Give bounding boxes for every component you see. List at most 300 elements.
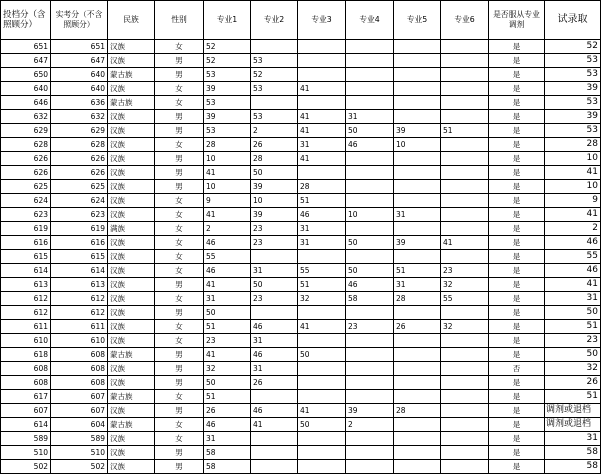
cell-shikao: 626 <box>51 166 108 180</box>
cell-zy1: 28 <box>204 138 251 152</box>
cell-minzu: 蒙古族 <box>108 96 155 110</box>
table-row <box>1 96 601 110</box>
cell-minzu: 汉族 <box>108 278 155 292</box>
cell-xingbie: 女 <box>155 82 204 96</box>
cell-zy1: 55 <box>204 250 251 264</box>
cell-tiaoji: 是 <box>489 96 545 110</box>
cell-tiaoji: 是 <box>489 348 545 362</box>
cell-zy3: 51 <box>298 278 346 292</box>
cell-zy6 <box>441 334 489 348</box>
cell-result: 调剂或退档 <box>545 404 601 418</box>
cell-shikao: 640 <box>51 82 108 96</box>
cell-toudang: 623 <box>1 208 51 222</box>
cell-xingbie: 女 <box>155 138 204 152</box>
cell-tiaoji: 是 <box>489 432 545 446</box>
cell-zy2: 39 <box>251 180 298 194</box>
cell-zy5 <box>394 152 441 166</box>
cell-zy2 <box>251 250 298 264</box>
cell-toudang: 612 <box>1 306 51 320</box>
table-row <box>1 208 601 222</box>
cell-xingbie: 女 <box>155 236 204 250</box>
cell-zy6 <box>441 138 489 152</box>
cell-zy6 <box>441 460 489 474</box>
cell-zy5 <box>394 96 441 110</box>
cell-zy1: 10 <box>204 152 251 166</box>
header-tiaoji: 是否服从专业调剂 <box>489 1 545 40</box>
cell-tiaoji: 是 <box>489 110 545 124</box>
cell-xingbie: 女 <box>155 208 204 222</box>
cell-zy3: 41 <box>298 152 346 166</box>
cell-zy2: 23 <box>251 236 298 250</box>
cell-tiaoji: 是 <box>489 68 545 82</box>
cell-xingbie: 女 <box>155 334 204 348</box>
cell-zy1: 50 <box>204 306 251 320</box>
cell-zy6: 32 <box>441 320 489 334</box>
cell-zy1: 9 <box>204 194 251 208</box>
cell-zy4 <box>346 180 394 194</box>
table-row <box>1 194 601 208</box>
cell-minzu: 汉族 <box>108 152 155 166</box>
cell-zy3: 31 <box>298 138 346 152</box>
cell-shikao: 612 <box>51 306 108 320</box>
cell-tiaoji: 是 <box>489 404 545 418</box>
cell-tiaoji: 是 <box>489 54 545 68</box>
cell-zy6 <box>441 390 489 404</box>
cell-xingbie: 女 <box>155 292 204 306</box>
cell-tiaoji: 是 <box>489 390 545 404</box>
cell-zy3 <box>298 390 346 404</box>
cell-zy2: 10 <box>251 194 298 208</box>
cell-toudang: 613 <box>1 278 51 292</box>
cell-tiaoji: 是 <box>489 124 545 138</box>
table-row <box>1 138 601 152</box>
cell-zy6 <box>441 404 489 418</box>
cell-minzu: 汉族 <box>108 166 155 180</box>
cell-zy6 <box>441 166 489 180</box>
cell-tiaoji: 是 <box>489 166 545 180</box>
cell-zy6 <box>441 54 489 68</box>
cell-minzu: 汉族 <box>108 138 155 152</box>
cell-shikao: 624 <box>51 194 108 208</box>
cell-zy3 <box>298 460 346 474</box>
cell-zy1: 46 <box>204 236 251 250</box>
cell-toudang: 628 <box>1 138 51 152</box>
cell-zy1: 41 <box>204 348 251 362</box>
cell-zy1: 51 <box>204 390 251 404</box>
cell-zy3: 41 <box>298 82 346 96</box>
cell-zy4 <box>346 376 394 390</box>
cell-zy2: 46 <box>251 348 298 362</box>
cell-shikao: 628 <box>51 138 108 152</box>
cell-zy5 <box>394 390 441 404</box>
cell-zy4 <box>346 40 394 54</box>
cell-toudang: 650 <box>1 68 51 82</box>
cell-zy5 <box>394 82 441 96</box>
cell-result: 50 <box>545 306 601 320</box>
cell-tiaoji: 是 <box>489 264 545 278</box>
cell-zy3: 50 <box>298 348 346 362</box>
cell-zy1: 41 <box>204 278 251 292</box>
cell-xingbie: 女 <box>155 320 204 334</box>
cell-tiaoji: 是 <box>489 194 545 208</box>
cell-zy6 <box>441 68 489 82</box>
cell-zy3: 31 <box>298 236 346 250</box>
cell-result: 50 <box>545 348 601 362</box>
cell-minzu: 汉族 <box>108 110 155 124</box>
cell-zy5: 31 <box>394 208 441 222</box>
cell-tiaoji: 否 <box>489 362 545 376</box>
cell-tiaoji: 是 <box>489 250 545 264</box>
cell-zy3: 41 <box>298 320 346 334</box>
cell-zy3 <box>298 376 346 390</box>
cell-zy3 <box>298 96 346 110</box>
cell-result: 53 <box>545 68 601 82</box>
table-row <box>1 166 601 180</box>
cell-result: 51 <box>545 390 601 404</box>
cell-zy5 <box>394 250 441 264</box>
cell-zy6: 41 <box>441 236 489 250</box>
cell-xingbie: 男 <box>155 306 204 320</box>
cell-zy6: 23 <box>441 264 489 278</box>
cell-tiaoji: 是 <box>489 152 545 166</box>
cell-zy1: 52 <box>204 54 251 68</box>
cell-zy3: 55 <box>298 264 346 278</box>
cell-zy4 <box>346 166 394 180</box>
cell-toudang: 589 <box>1 432 51 446</box>
header-row <box>1 1 601 40</box>
cell-xingbie: 男 <box>155 110 204 124</box>
cell-result: 52 <box>545 40 601 54</box>
cell-zy5 <box>394 418 441 432</box>
cell-zy1: 53 <box>204 68 251 82</box>
cell-zy4: 31 <box>346 110 394 124</box>
table-row <box>1 390 601 404</box>
table-row <box>1 278 601 292</box>
cell-zy1: 26 <box>204 404 251 418</box>
cell-zy2: 52 <box>251 68 298 82</box>
cell-result: 39 <box>545 110 601 124</box>
cell-zy2 <box>251 446 298 460</box>
cell-tiaoji: 是 <box>489 306 545 320</box>
cell-zy6 <box>441 82 489 96</box>
cell-shikao: 607 <box>51 390 108 404</box>
table-row <box>1 82 601 96</box>
cell-zy4 <box>346 222 394 236</box>
cell-zy1: 53 <box>204 96 251 110</box>
cell-shikao: 607 <box>51 404 108 418</box>
cell-tiaoji: 是 <box>489 208 545 222</box>
cell-toudang: 617 <box>1 390 51 404</box>
table-row <box>1 418 601 432</box>
cell-shikao: 510 <box>51 446 108 460</box>
cell-shikao: 616 <box>51 236 108 250</box>
cell-minzu: 蒙古族 <box>108 68 155 82</box>
header-zy3: 专业3 <box>298 1 346 40</box>
cell-result: 10 <box>545 152 601 166</box>
table-row <box>1 320 601 334</box>
cell-shikao: 608 <box>51 348 108 362</box>
cell-toudang: 502 <box>1 460 51 474</box>
header-zy1: 专业1 <box>204 1 251 40</box>
cell-result: 28 <box>545 138 601 152</box>
cell-toudang: 646 <box>1 96 51 110</box>
cell-zy4 <box>346 390 394 404</box>
cell-zy4: 10 <box>346 208 394 222</box>
cell-shikao: 612 <box>51 292 108 306</box>
cell-result: 58 <box>545 446 601 460</box>
cell-result: 53 <box>545 54 601 68</box>
cell-zy2 <box>251 40 298 54</box>
cell-zy4 <box>346 334 394 348</box>
cell-tiaoji: 是 <box>489 320 545 334</box>
cell-shikao: 647 <box>51 54 108 68</box>
table-row <box>1 152 601 166</box>
cell-minzu: 汉族 <box>108 460 155 474</box>
cell-zy5 <box>394 432 441 446</box>
cell-zy1: 31 <box>204 432 251 446</box>
cell-zy2: 50 <box>251 166 298 180</box>
cell-xingbie: 男 <box>155 404 204 418</box>
cell-minzu: 汉族 <box>108 208 155 222</box>
cell-zy4: 2 <box>346 418 394 432</box>
table-row <box>1 348 601 362</box>
cell-result: 41 <box>545 166 601 180</box>
cell-toudang: 608 <box>1 376 51 390</box>
cell-minzu: 蒙古族 <box>108 418 155 432</box>
cell-minzu: 汉族 <box>108 40 155 54</box>
cell-zy4: 23 <box>346 320 394 334</box>
cell-shikao: 614 <box>51 264 108 278</box>
cell-zy6: 55 <box>441 292 489 306</box>
cell-zy2: 26 <box>251 138 298 152</box>
table-row <box>1 250 601 264</box>
cell-minzu: 汉族 <box>108 432 155 446</box>
cell-zy5 <box>394 362 441 376</box>
cell-zy4: 39 <box>346 404 394 418</box>
cell-toudang: 619 <box>1 222 51 236</box>
cell-result: 32 <box>545 362 601 376</box>
cell-zy1: 52 <box>204 40 251 54</box>
cell-xingbie: 男 <box>155 376 204 390</box>
cell-zy5: 51 <box>394 264 441 278</box>
cell-xingbie: 男 <box>155 278 204 292</box>
cell-zy3 <box>298 334 346 348</box>
cell-toudang: 615 <box>1 250 51 264</box>
header-zy2: 专业2 <box>251 1 298 40</box>
cell-tiaoji: 是 <box>489 278 545 292</box>
cell-toudang: 626 <box>1 166 51 180</box>
cell-zy2: 41 <box>251 418 298 432</box>
cell-zy4: 46 <box>346 138 394 152</box>
cell-zy2: 39 <box>251 208 298 222</box>
cell-zy1: 31 <box>204 292 251 306</box>
cell-minzu: 汉族 <box>108 194 155 208</box>
cell-minzu: 汉族 <box>108 446 155 460</box>
cell-zy2: 26 <box>251 376 298 390</box>
cell-tiaoji: 是 <box>489 40 545 54</box>
cell-zy5: 26 <box>394 320 441 334</box>
cell-xingbie: 女 <box>155 418 204 432</box>
cell-minzu: 汉族 <box>108 124 155 138</box>
cell-zy4 <box>346 348 394 362</box>
cell-minzu: 蒙古族 <box>108 390 155 404</box>
cell-zy3: 31 <box>298 222 346 236</box>
cell-zy1: 46 <box>204 418 251 432</box>
cell-zy4: 50 <box>346 236 394 250</box>
cell-minzu: 汉族 <box>108 404 155 418</box>
cell-zy6 <box>441 208 489 222</box>
cell-zy6 <box>441 110 489 124</box>
cell-zy2: 50 <box>251 278 298 292</box>
cell-xingbie: 女 <box>155 40 204 54</box>
cell-zy5 <box>394 166 441 180</box>
cell-xingbie: 女 <box>155 194 204 208</box>
cell-xingbie: 男 <box>155 152 204 166</box>
cell-zy1: 32 <box>204 362 251 376</box>
cell-shikao: 626 <box>51 152 108 166</box>
cell-xingbie: 女 <box>155 264 204 278</box>
cell-shikao: 615 <box>51 250 108 264</box>
cell-zy4 <box>346 446 394 460</box>
table-body <box>1 40 601 474</box>
cell-zy5 <box>394 306 441 320</box>
cell-zy2 <box>251 390 298 404</box>
cell-xingbie: 男 <box>155 348 204 362</box>
cell-toudang: 647 <box>1 54 51 68</box>
cell-zy4 <box>346 82 394 96</box>
cell-minzu: 汉族 <box>108 250 155 264</box>
cell-result: 26 <box>545 376 601 390</box>
table-row <box>1 446 601 460</box>
cell-result: 53 <box>545 96 601 110</box>
cell-zy6 <box>441 432 489 446</box>
cell-shikao: 610 <box>51 334 108 348</box>
cell-shikao: 632 <box>51 110 108 124</box>
cell-toudang: 616 <box>1 236 51 250</box>
cell-xingbie: 男 <box>155 124 204 138</box>
table-row <box>1 432 601 446</box>
cell-zy6: 32 <box>441 278 489 292</box>
cell-xingbie: 男 <box>155 460 204 474</box>
cell-result: 23 <box>545 334 601 348</box>
cell-shikao: 608 <box>51 376 108 390</box>
cell-zy4 <box>346 432 394 446</box>
cell-zy4 <box>346 96 394 110</box>
table-row <box>1 54 601 68</box>
table-row <box>1 110 601 124</box>
cell-tiaoji: 是 <box>489 180 545 194</box>
cell-zy4: 50 <box>346 264 394 278</box>
cell-zy2: 28 <box>251 152 298 166</box>
cell-minzu: 汉族 <box>108 180 155 194</box>
cell-tiaoji: 是 <box>489 82 545 96</box>
cell-zy3 <box>298 40 346 54</box>
cell-minzu: 蒙古族 <box>108 348 155 362</box>
cell-result: 31 <box>545 432 601 446</box>
cell-zy4: 58 <box>346 292 394 306</box>
cell-zy1: 10 <box>204 180 251 194</box>
cell-minzu: 汉族 <box>108 306 155 320</box>
cell-shikao: 651 <box>51 40 108 54</box>
cell-zy3: 51 <box>298 194 346 208</box>
cell-tiaoji: 是 <box>489 418 545 432</box>
table-row <box>1 376 601 390</box>
table-row <box>1 404 601 418</box>
cell-zy3 <box>298 54 346 68</box>
cell-xingbie: 男 <box>155 68 204 82</box>
cell-minzu: 满族 <box>108 222 155 236</box>
cell-zy6 <box>441 418 489 432</box>
cell-tiaoji: 是 <box>489 222 545 236</box>
cell-toudang: 608 <box>1 362 51 376</box>
cell-toudang: 612 <box>1 292 51 306</box>
cell-xingbie: 男 <box>155 180 204 194</box>
cell-zy5 <box>394 68 441 82</box>
cell-zy3: 46 <box>298 208 346 222</box>
cell-toudang: 651 <box>1 40 51 54</box>
cell-minzu: 汉族 <box>108 54 155 68</box>
cell-zy4 <box>346 250 394 264</box>
cell-zy2: 31 <box>251 334 298 348</box>
cell-minzu: 汉族 <box>108 292 155 306</box>
cell-zy2: 2 <box>251 124 298 138</box>
cell-xingbie: 女 <box>155 222 204 236</box>
cell-zy1: 50 <box>204 376 251 390</box>
cell-zy3 <box>298 250 346 264</box>
cell-xingbie: 男 <box>155 54 204 68</box>
cell-xingbie: 女 <box>155 390 204 404</box>
cell-zy6 <box>441 362 489 376</box>
cell-zy2: 53 <box>251 82 298 96</box>
cell-tiaoji: 是 <box>489 236 545 250</box>
cell-zy2: 31 <box>251 264 298 278</box>
cell-zy3: 41 <box>298 124 346 138</box>
cell-zy4: 50 <box>346 124 394 138</box>
cell-zy5 <box>394 446 441 460</box>
cell-xingbie: 男 <box>155 362 204 376</box>
cell-shikao: 613 <box>51 278 108 292</box>
cell-zy5 <box>394 194 441 208</box>
cell-zy3: 41 <box>298 110 346 124</box>
cell-result: 10 <box>545 180 601 194</box>
cell-result: 58 <box>545 460 601 474</box>
cell-zy3: 50 <box>298 418 346 432</box>
cell-result: 2 <box>545 222 601 236</box>
cell-zy1: 58 <box>204 446 251 460</box>
cell-zy6 <box>441 40 489 54</box>
table-row <box>1 334 601 348</box>
cell-zy2: 46 <box>251 320 298 334</box>
cell-zy3 <box>298 68 346 82</box>
cell-result: 41 <box>545 208 601 222</box>
cell-zy5: 28 <box>394 404 441 418</box>
cell-result: 53 <box>545 124 601 138</box>
cell-zy3 <box>298 446 346 460</box>
cell-zy4 <box>346 362 394 376</box>
header-zy5: 专业5 <box>394 1 441 40</box>
cell-result: 31 <box>545 292 601 306</box>
cell-zy6 <box>441 180 489 194</box>
cell-zy5 <box>394 110 441 124</box>
cell-zy2: 31 <box>251 362 298 376</box>
cell-result: 55 <box>545 250 601 264</box>
cell-zy4 <box>346 306 394 320</box>
header-minzu: 民族 <box>108 1 155 40</box>
cell-zy1: 41 <box>204 208 251 222</box>
cell-zy3 <box>298 432 346 446</box>
cell-result: 46 <box>545 264 601 278</box>
cell-toudang: 632 <box>1 110 51 124</box>
